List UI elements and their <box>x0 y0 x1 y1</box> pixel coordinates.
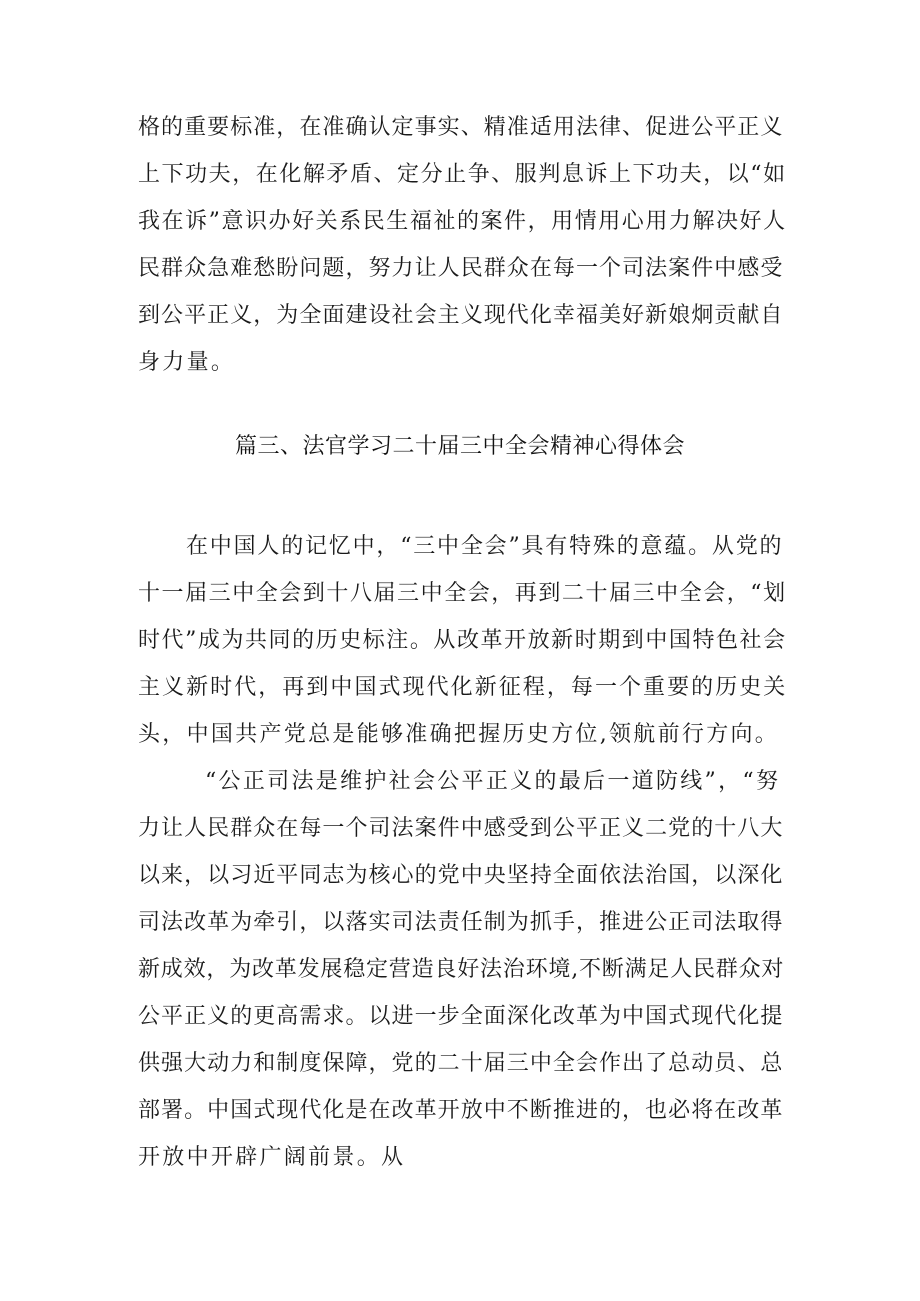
text-line: “公正司法是维护社会公平正义的最后一道防线”，“努 <box>205 769 781 794</box>
text-line: 到公平正义，为全面建设社会主义现代化幸福美好新娘炯贡献自 <box>138 303 784 328</box>
text-line: 新成效，为改革发展稳定营造良好法治环境,不断满足人民群众对 <box>138 957 785 982</box>
text-line: 时代”成为共同的历史标注。从改革开放新时期到中国特色社会 <box>138 628 787 653</box>
text-line: 十一届三中全会到十八届三中全会，再到二十届三中全会，“划 <box>138 581 787 606</box>
text-line: 司法改革为牵引，以落实司法责任制为抓手，推进公正司法取得 <box>138 910 784 935</box>
text-line: 主义新时代，再到中国式现代化新征程，每一个重要的历史关 <box>138 675 788 700</box>
text-line: 我在诉”意识办好关系民生福祉的案件，用情用心用力解决好人 <box>138 209 787 234</box>
text-line: 在中国人的记忆中，“三中全会”具有特殊的意蕴。从党的 <box>186 534 784 559</box>
text-line: 供强大动力和制度保障，党的二十届三中全会作出了总动员、总 <box>138 1051 784 1076</box>
text-line: 部署。中国式现代化是在改革开放中不断推进的，也必将在改革 <box>138 1098 784 1123</box>
text-line: 头，中国共产党总是能够准确把握历史方位,领航前行方向。 <box>138 722 780 747</box>
text-line: 格的重要标准，在准确认定事实、精准适用法律、促进公平正义 <box>138 115 784 140</box>
text-line: 力让人民群众在每一个司法案件中感受到公平正义二党的十八大 <box>138 816 784 841</box>
text-line: 以来，以习近平同志为核心的党中央坚持全面依法治国，以深化 <box>138 863 784 888</box>
text-line: 公平正义的更高需求。以进一步全面深化改革为中国式现代化提 <box>138 1004 784 1029</box>
text-line: 身力量。 <box>138 350 236 375</box>
text-line: 上下功夫，在化解矛盾、定分止争、服判息诉上下功夫，以“如 <box>138 162 787 187</box>
section-heading: 篇三、法官学习二十届三中全会精神心得体会 <box>234 434 685 459</box>
text-line: 开放中开辟广阔前景。从 <box>138 1145 406 1170</box>
text-line: 民群众急难愁盼问题，努力让人民群众在每一个司法案件中感受 <box>138 256 784 281</box>
